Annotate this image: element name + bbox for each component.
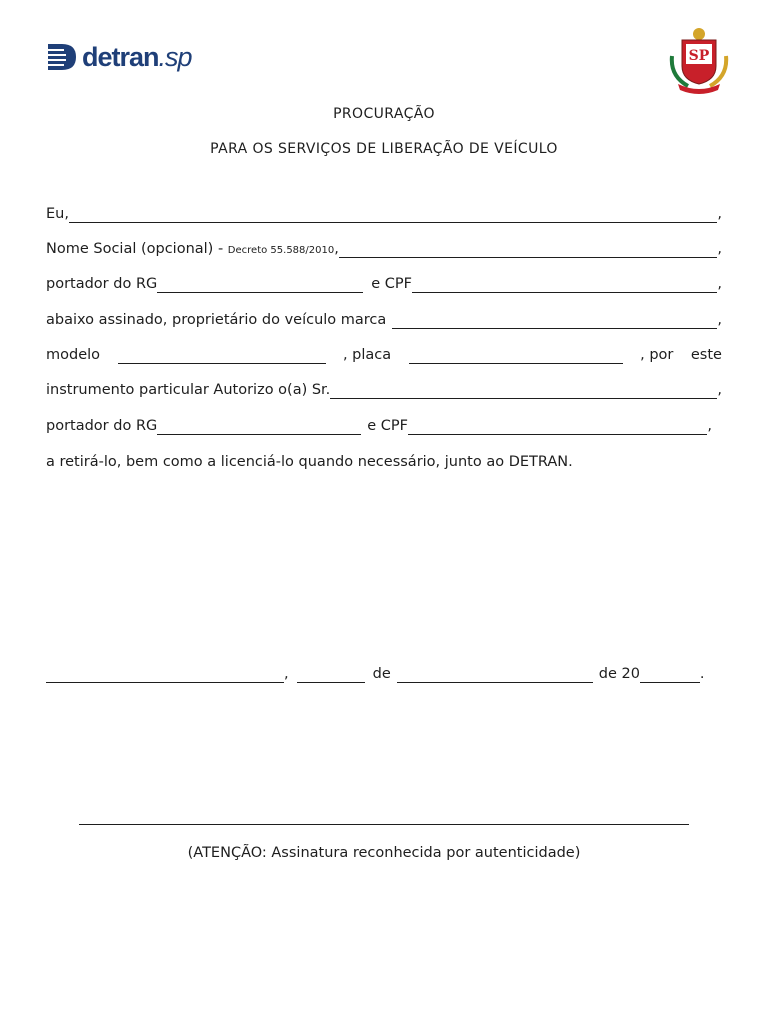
month-blank[interactable]	[397, 681, 593, 683]
de-label: de	[372, 666, 391, 682]
document-title: PROCURAÇÃO	[333, 106, 435, 122]
cpf-label: e CPF	[371, 276, 412, 292]
comma: ,	[717, 312, 722, 328]
por-label: , por	[640, 347, 674, 363]
line-rg-cpf-2	[46, 418, 712, 440]
placa-label: , placa	[342, 347, 392, 363]
nome-social-label: Nome Social (opcional) -	[46, 241, 224, 257]
modelo-blank[interactable]	[118, 362, 326, 364]
logo-text	[82, 41, 192, 72]
city-blank[interactable]	[46, 681, 284, 683]
authorized-name-blank[interactable]	[330, 397, 717, 399]
document-subtitle: PARA OS SERVIÇOS DE LIBERAÇÃO DE VEÍCULO	[210, 141, 558, 157]
rg-blank[interactable]	[157, 291, 363, 293]
eu-label: Eu,	[46, 206, 69, 222]
comma: ,	[334, 241, 339, 257]
cpf-blank[interactable]	[412, 291, 717, 293]
comma: ,	[717, 276, 722, 292]
date-line	[46, 666, 706, 688]
rg-blank-2[interactable]	[157, 433, 361, 435]
line-nome-social	[46, 241, 722, 263]
este-label: este	[690, 347, 722, 363]
rg-label: portador do RG	[46, 418, 158, 434]
seal-letters: SP	[688, 48, 710, 64]
logo-suffix-text: .sp	[158, 41, 192, 72]
date-comma: ,	[284, 666, 289, 682]
social-name-blank[interactable]	[339, 256, 718, 258]
day-blank[interactable]	[297, 681, 365, 683]
retira-text: a retirá-lo, bem como a licenciá-lo quando necessário, junto ao DETRAN.	[46, 454, 573, 470]
comma: ,	[707, 418, 712, 434]
line-instrumento	[46, 382, 722, 404]
name-blank[interactable]	[69, 221, 717, 223]
sao-paulo-coat-of-arms-icon	[668, 26, 730, 94]
line-marca	[46, 312, 722, 334]
year-blank[interactable]	[640, 681, 700, 683]
line-rg-cpf-1	[46, 276, 722, 298]
rg-label: portador do RG	[46, 276, 158, 292]
line-retira	[46, 454, 722, 476]
marca-blank[interactable]	[392, 327, 717, 329]
placa-blank[interactable]	[409, 362, 623, 364]
cpf-blank-2[interactable]	[408, 433, 707, 435]
modelo-label: modelo	[46, 347, 101, 363]
line-eu	[46, 206, 722, 228]
logo-bold-text: detran	[82, 41, 159, 72]
year-prefix-label: de 20	[598, 666, 640, 682]
comma: ,	[717, 241, 722, 257]
detran-logo-mark-icon	[46, 40, 80, 74]
comma: ,	[717, 382, 722, 398]
decreto-label: Decreto 55.588/2010	[227, 245, 335, 256]
line-modelo-placa	[46, 347, 722, 369]
instrumento-label: instrumento particular Autorizo o(a) Sr.	[46, 382, 331, 398]
detran-sp-logo	[46, 40, 192, 74]
marca-label: abaixo assinado, proprietário do veículo marca	[46, 312, 387, 328]
date-period: .	[699, 666, 705, 682]
signature-line[interactable]	[79, 824, 689, 825]
attention-note: (ATENÇÃO: Assinatura reconhecida por autenticidade)	[187, 845, 581, 861]
cpf-label: e CPF	[367, 418, 408, 434]
comma: ,	[717, 206, 722, 222]
